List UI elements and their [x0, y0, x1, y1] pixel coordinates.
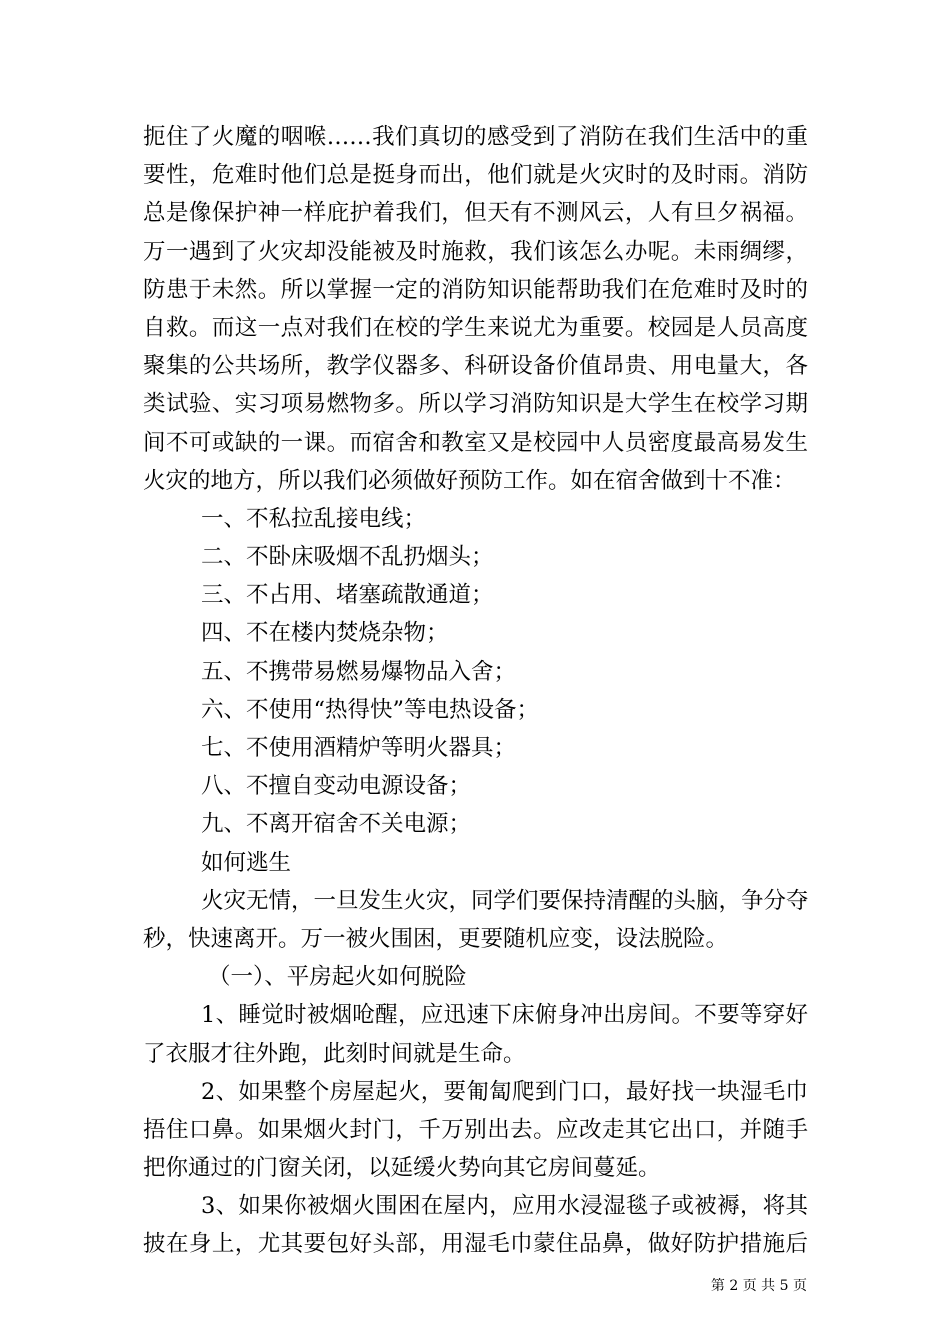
text-line: 2、如果整个房屋起火，要匍匐爬到门口，最好找一块湿毛巾 [201, 1078, 808, 1105]
text-line: 1、睡觉时被烟呛醒，应迅速下床俯身冲出房间。不要等穿好 [201, 1002, 808, 1029]
text-line: 万一遇到了火灾却没能被及时施救，我们该怎么办呢。未雨绸缪， [143, 238, 808, 265]
text-line: 间不可或缺的一课。而宿舍和教室又是校园中人员密度最高易发生 [143, 429, 808, 456]
rule-item: 一、不私拉乱接电线； [201, 505, 427, 532]
text-line: 火灾无情，一旦发生火灾，同学们要保持清醒的头脑，争分夺 [201, 887, 809, 914]
rule-item: 四、不在楼内焚烧杂物； [201, 620, 449, 647]
rule-item: 六、不使用“热得快”等电热设备； [201, 696, 540, 723]
text-line: 3、如果你被烟火围困在屋内，应用水浸湿毯子或被褥，将其 [201, 1193, 808, 1220]
escape-heading: 如何逃生 [201, 849, 292, 876]
text-line: 把你通过的门窗关闭，以延缓火势向其它房间蔓延。 [143, 1155, 661, 1182]
text-line: 总是像保护神一样庇护着我们，但天有不测风云，人有旦夕祸福。 [143, 200, 808, 227]
rule-item: 九、不离开宿舍不关电源； [201, 811, 472, 838]
text-line: 类试验、实习项易燃物多。所以学习消防知识是大学生在校学习期 [143, 391, 808, 418]
text-line: 捂住口鼻。如果烟火封门，千万别出去。应改走其它出口，并随手 [143, 1116, 808, 1143]
text-line: 披在身上，尤其要包好头部，用湿毛巾蒙住品鼻，做好防护措施后 [143, 1231, 808, 1258]
page-number: 第 2 页 共 5 页 [710, 1278, 807, 1294]
body-text [143, 118, 808, 1264]
text-line: 火灾的地方，所以我们必须做好预防工作。如在宿舍做到十不准： [143, 467, 796, 494]
text-line: 了衣服才往外跑，此刻时间就是生命。 [143, 1040, 526, 1067]
rule-item: 七、不使用酒精炉等明火器具； [201, 735, 517, 761]
rule-item: 三、不占用、堵塞疏散通道； [201, 582, 494, 609]
rule-item: 八、不擅自变动电源设备； [201, 773, 472, 800]
text-line: 自救。而这一点对我们在校的学生来说尤为重要。校园是人员高度 [143, 314, 808, 341]
rule-item: 二、不卧床吸烟不乱扔烟头； [201, 544, 494, 571]
section-heading: （一）、平房起火如何脱险 [208, 964, 467, 991]
text-line: 聚集的公共场所，教学仪器多、科研设备价值昂贵、用电量大，各 [143, 353, 808, 380]
text-line: 要性，危难时他们总是挺身而出，他们就是火灾时的及时雨。消防 [143, 162, 808, 189]
text-line: 扼住了火魔的咽喉……我们真切的感受到了消防在我们生活中的重 [143, 124, 808, 150]
text-line: 秒，快速离开。万一被火围困，更要随机应变，设法脱险。 [143, 925, 729, 952]
text-line: 防患于未然。所以掌握一定的消防知识能帮助我们在危难时及时的 [143, 276, 808, 303]
rule-item: 五、不携带易燃易爆物品入舍； [201, 658, 517, 685]
